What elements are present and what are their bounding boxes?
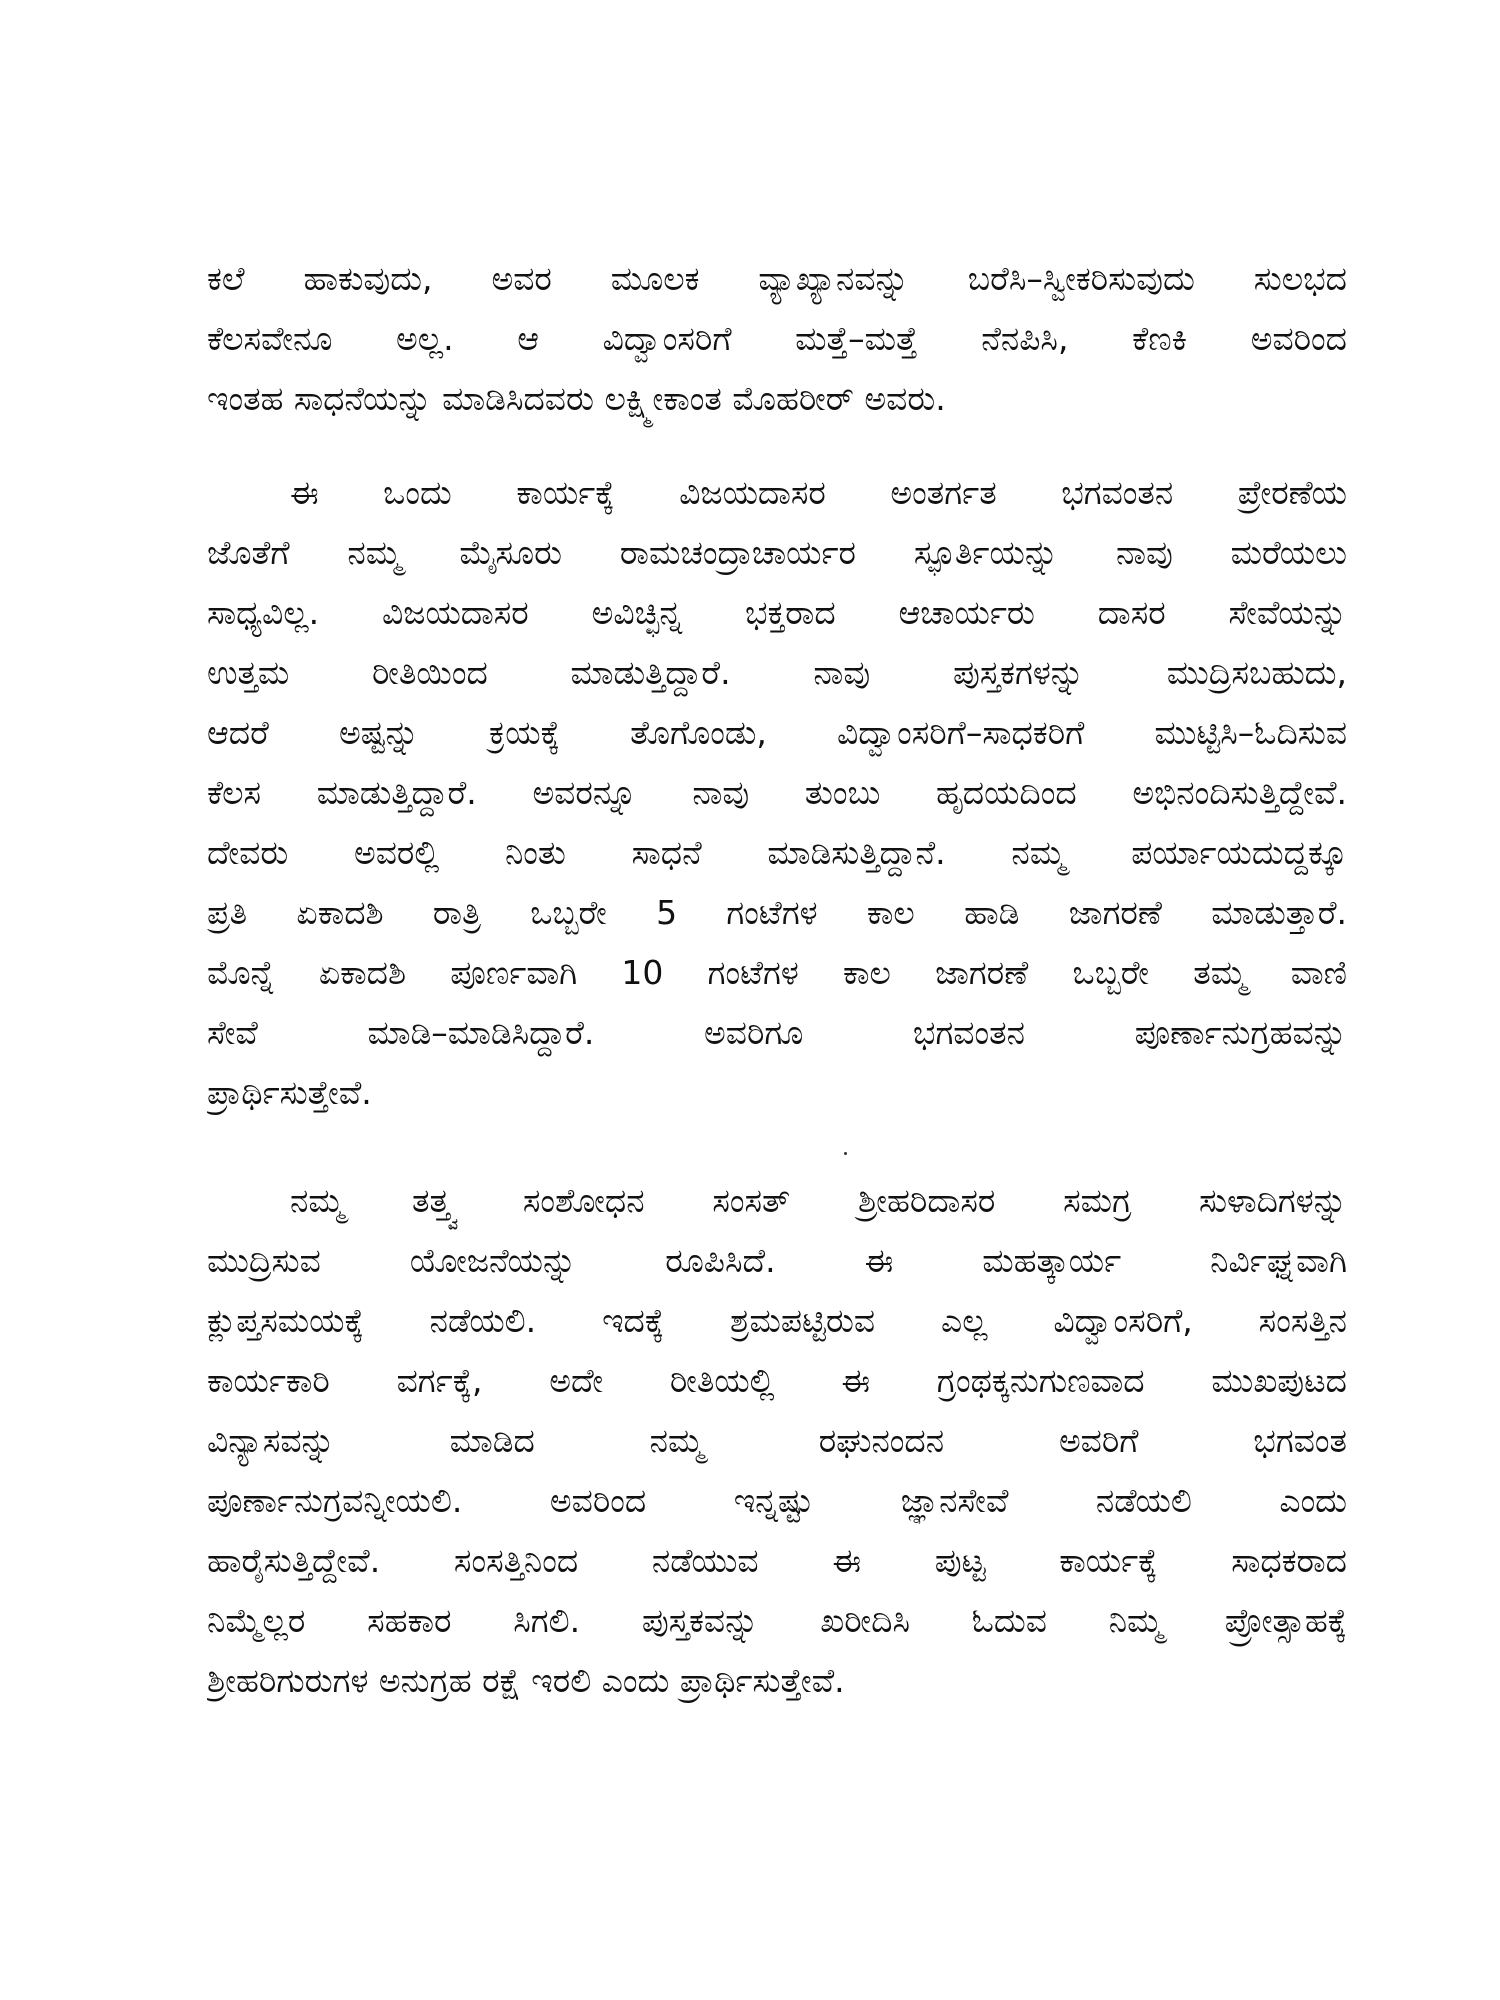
print-speck xyxy=(844,1152,847,1155)
paragraph xyxy=(207,463,1347,1123)
text-line: ದೇವರು ಅವರಲ್ಲಿ ನಿಂತು ಸಾಧನೆ ಮಾಡಿಸುತ್ತಿದ್ದಾನೆ. ನಮ್ಮ ಪರ್ಯಾಯದುದ್ದಕ್ಕೂ xyxy=(207,833,1347,872)
text-line: ಸೇವೆ ಮಾಡಿ–ಮಾಡಿಸಿದ್ದಾರೆ. ಅವರಿಗೂ ಭಗವಂತನ ಪೂರ್ಣಾನುಗ್ರಹವನ್ನು xyxy=(207,1013,1347,1052)
text-line: ಜೊತೆಗೆ ನಮ್ಮ ಮೈಸೂರು ರಾಮಚಂದ್ರಾಚಾರ್ಯರ ಸ್ಫೂರ್ತಿಯನ್ನು ನಾವು ಮರೆಯಲು xyxy=(207,533,1347,572)
text-line: ಆದರೆ ಅಷ್ಟನ್ನು ಕ್ರಯಕ್ಕೆ ತೊಗೊಂಡು, ವಿದ್ವಾಂಸರಿಗೆ–ಸಾಧಕರಿಗೆ ಮುಟ್ಟಿಸಿ–ಓದಿಸುವ xyxy=(207,713,1347,752)
text-line: ಈ ಒಂದು ಕಾರ್ಯಕ್ಕೆ ವಿಜಯದಾಸರ ಅಂತರ್ಗತ ಭಗವಂತನ ಪ್ರೇರಣೆಯ xyxy=(290,473,1347,512)
text-line: ಪೂರ್ಣಾನುಗ್ರವನ್ನೀಯಲಿ. ಅವರಿಂದ ಇನ್ನಷ್ಟು ಜ್ಞಾನಸೇವೆ ನಡೆಯಲಿ ಎಂದು xyxy=(207,1481,1347,1520)
text-line: ಶ್ರೀಹರಿಗುರುಗಳ ಅನುಗ್ರಹ ರಕ್ಷೆ ಇರಲಿ ಎಂದು ಪ್ರಾರ್ಥಿಸುತ್ತೇವೆ. xyxy=(207,1661,845,1700)
text-line: ನಿಮ್ಮೆಲ್ಲರ ಸಹಕಾರ ಸಿಗಲಿ. ಪುಸ್ತಕವನ್ನು ಖರೀದಿಸಿ ಓದುವ ನಿಮ್ಮ ಪ್ರೋತ್ಸಾಹಕ್ಕೆ xyxy=(207,1601,1347,1640)
text-line: ಕಾರ್ಯಕಾರಿ ವರ್ಗಕ್ಕೆ, ಅದೇ ರೀತಿಯಲ್ಲಿ ಈ ಗ್ರಂಥಕ್ಕನುಗುಣವಾದ ಮುಖಪುಟದ xyxy=(207,1361,1347,1400)
text-line: ಕೆಲಸ ಮಾಡುತ್ತಿದ್ದಾರೆ. ಅವರನ್ನೂ ನಾವು ತುಂಬು ಹೃದಯದಿಂದ ಅಭಿನಂದಿಸುತ್ತಿದ್ದೇವೆ. xyxy=(207,773,1347,812)
text-line: ನಮ್ಮ ತತ್ತ್ವ ಸಂಶೋಧನ ಸಂಸತ್ ಶ್ರೀಹರಿದಾಸರ ಸಮಗ್ರ ಸುಳಾದಿಗಳನ್ನು xyxy=(290,1181,1347,1220)
text-line: ಹಾರೈಸುತ್ತಿದ್ದೇವೆ. ಸಂಸತ್ತಿನಿಂದ ನಡೆಯುವ ಈ ಪುಟ್ಟ ಕಾರ್ಯಕ್ಕೆ ಸಾಧಕರಾದ xyxy=(207,1541,1347,1580)
text-line: ಮೊನ್ನೆ ಏಕಾದಶಿ ಪೂರ್ಣವಾಗಿ 10 ಗಂಟೆಗಳ ಕಾಲ ಜಾಗರಣೆ ಒಬ್ಬರೇ ತಮ್ಮ ವಾಣಿ xyxy=(207,953,1347,992)
text-line: ವಿನ್ಯಾಸವನ್ನು ಮಾಡಿದ ನಮ್ಮ ರಘುನಂದನ ಅವರಿಗೆ ಭಗವಂತ xyxy=(207,1421,1347,1460)
text-line: ಇಂತಹ ಸಾಧನೆಯನ್ನು ಮಾಡಿಸಿದವರು ಲಕ್ಷ್ಮೀಕಾಂತ ಮೊಹರೀರ್ ಅವರು. xyxy=(207,379,946,418)
text-line: ಉತ್ತಮ ರೀತಿಯಿಂದ ಮಾಡುತ್ತಿದ್ದಾರೆ. ನಾವು ಪುಸ್ತಕಗಳನ್ನು ಮುದ್ರಿಸಬಹುದು, xyxy=(207,653,1347,692)
paragraph xyxy=(207,1171,1347,1711)
text-line: ಕ್ಲುಪ್ತಸಮಯಕ್ಕೆ ನಡೆಯಲಿ. ಇದಕ್ಕೆ ಶ್ರಮಪಟ್ಟಿರುವ ಎಲ್ಲ ವಿದ್ವಾಂಸರಿಗೆ, ಸಂಸತ್ತಿನ xyxy=(207,1301,1347,1340)
text-line: ಕಲೆ ಹಾಕುವುದು, ಅವರ ಮೂಲಕ ವ್ಯಾಖ್ಯಾನವನ್ನು ಬರೆಸಿ–ಸ್ವೀಕರಿಸುವುದು ಸುಲಭದ xyxy=(207,259,1347,298)
text-line: ಪ್ರಾರ್ಥಿಸುತ್ತೇವೆ. xyxy=(207,1073,372,1112)
text-line: ಸಾಧ್ಯವಿಲ್ಲ. ವಿಜಯದಾಸರ ಅವಿಚ್ಛಿನ್ನ ಭಕ್ತರಾದ ಆಚಾರ್ಯರು ದಾಸರ ಸೇವೆಯನ್ನು xyxy=(207,593,1347,632)
text-line: ಮುದ್ರಿಸುವ ಯೋಜನೆಯನ್ನು ರೂಪಿಸಿದೆ. ಈ ಮಹತ್ಕಾರ್ಯ ನಿರ್ವಿಘ್ನವಾಗಿ xyxy=(207,1241,1347,1280)
text-line: ಪ್ರತಿ ಏಕಾದಶಿ ರಾತ್ರಿ ಒಬ್ಬರೇ 5 ಗಂಟೆಗಳ ಕಾಲ ಹಾಡಿ ಜಾಗರಣೆ ಮಾಡುತ್ತಾರೆ. xyxy=(207,893,1347,932)
paragraph xyxy=(207,249,1347,429)
text-line: ಕೆಲಸವೇನೂ ಅಲ್ಲ. ಆ ವಿದ್ವಾಂಸರಿಗೆ ಮತ್ತೆ–ಮತ್ತೆ ನೆನಪಿಸಿ, ಕೆಣಕಿ ಅವರಿಂದ xyxy=(207,319,1347,358)
